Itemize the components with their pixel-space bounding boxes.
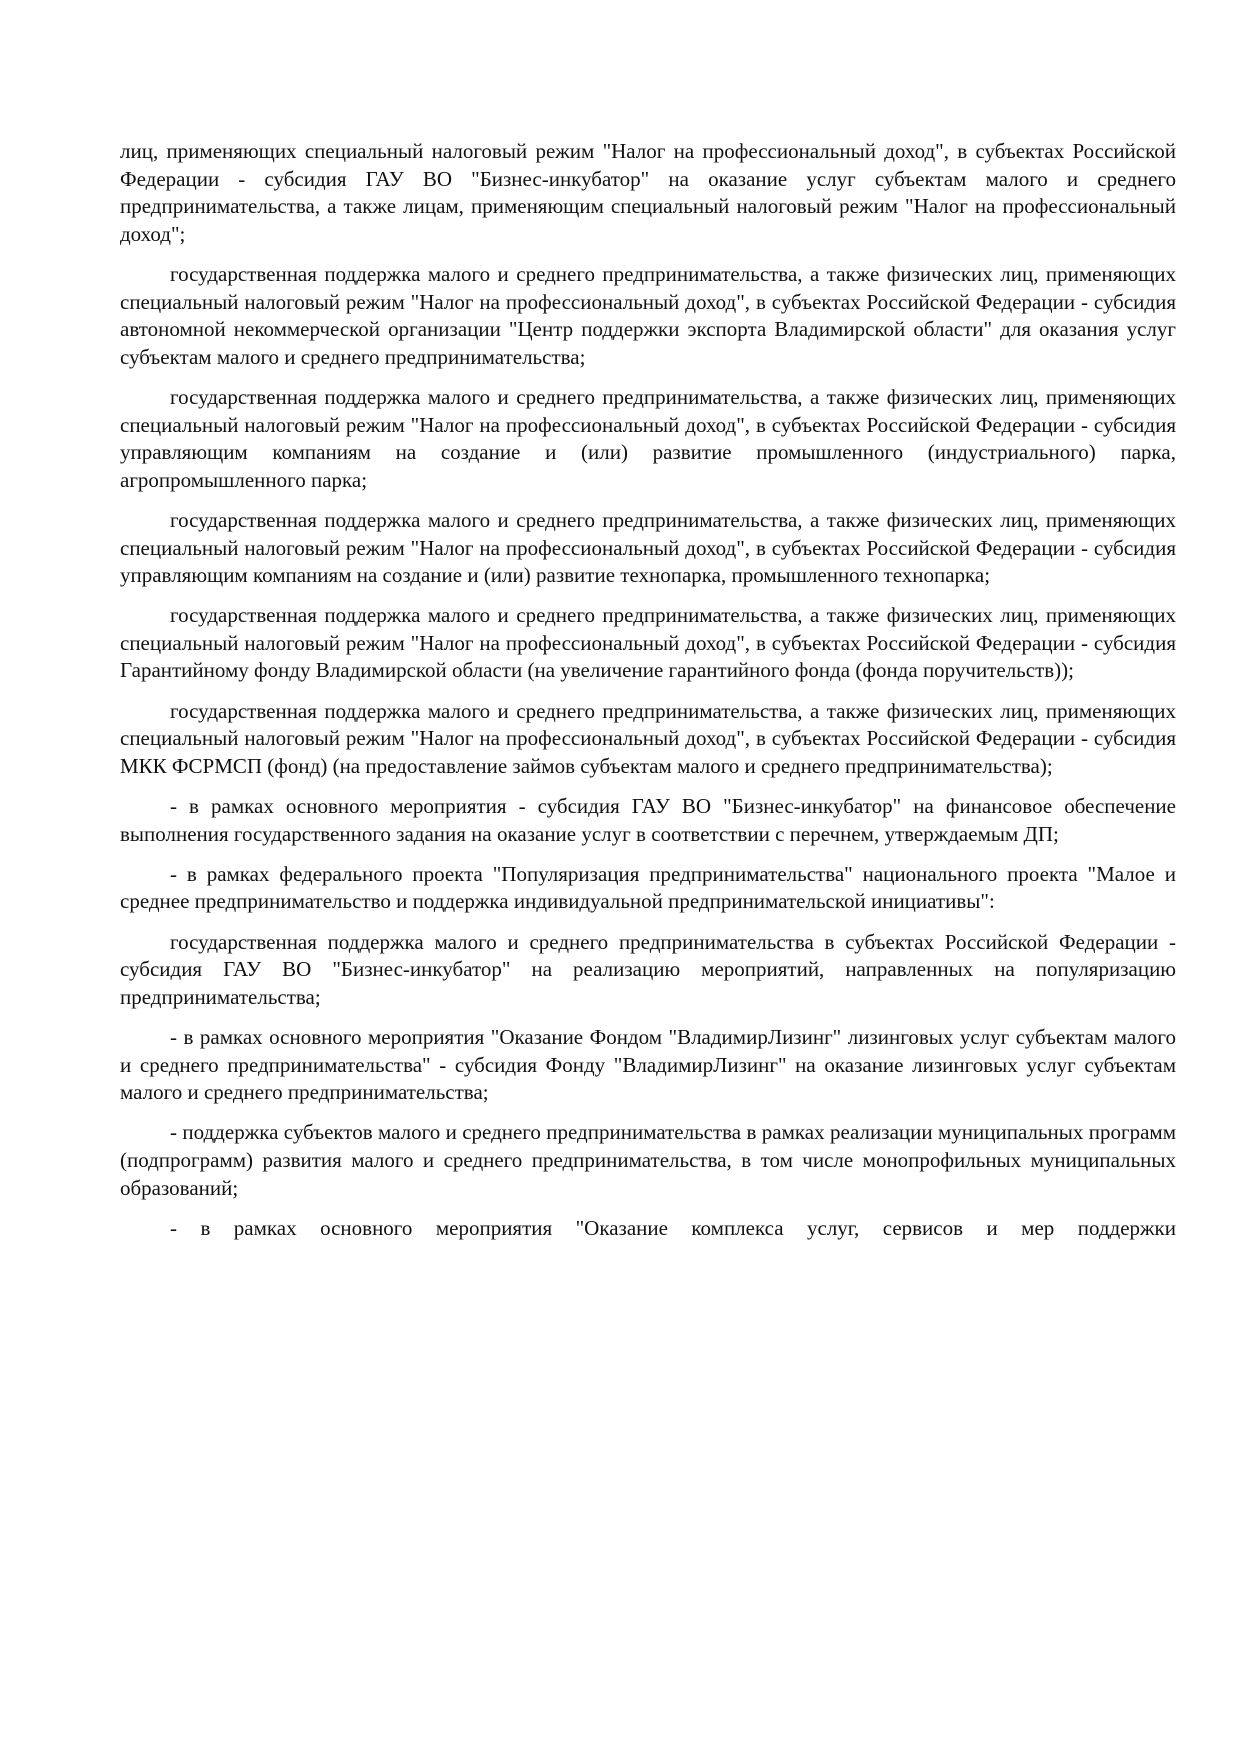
document-page: [120, 138, 1176, 1255]
paragraph: государственная поддержка малого и среднего предпринимательства, а также физических лиц, применяющих специальный налоговый режим "Налог на профессиональный доход", в субъектах Российской Федерации - субсидия управляющим компаниям на создание и (или) развитие технопарка, промышленного технопарка;: [120, 507, 1176, 588]
paragraph: - в рамках основного мероприятия "Оказание Фондом "ВладимирЛизинг" лизинговых услуг субъектам малого и среднего предпринимательства" - субсидия Фонду "ВладимирЛизинг" на оказание лизинговых услуг субъектам малого и среднего предпринимательства;: [120, 1024, 1176, 1105]
paragraph: государственная поддержка малого и среднего предпринимательства, а также физических лиц, применяющих специальный налоговый режим "Налог на профессиональный доход", в субъектах Российской Федерации - субсидия МКК ФСРМСП (фонд) (на предоставление займов субъектам малого и среднего предпринимательства);: [120, 698, 1176, 778]
paragraph: государственная поддержка малого и среднего предпринимательства, а также физических лиц, применяющих специальный налоговый режим "Налог на профессиональный доход", в субъектах Российской Федерации - субсидия Гарантийному фонду Владимирской области (на увеличение гарантийного фонда (фонда поручительств));: [120, 603, 1176, 683]
paragraph: государственная поддержка малого и среднего предпринимательства, а также физических лиц, применяющих специальный налоговый режим "Налог на профессиональный доход", в субъектах Российской Федерации - субсидия управляющим компаниям на создание и (или) развитие промышленного (индустриального) парка, агропромышленного парка;: [120, 384, 1176, 492]
paragraph: - в рамках федерального проекта "Популяризация предпринимательства" национального проекта "Малое и среднее предпринимательство и поддержка индивидуальной предпринимательской инициативы":: [120, 861, 1176, 914]
paragraph: - в рамках основного мероприятия "Оказание комплекса услуг, сервисов и мер поддержки: [170, 1215, 1176, 1240]
paragraph: - поддержка субъектов малого и среднего предпринимательства в рамках реализации муниципальных программ (подпрограмм) развития малого и среднего предпринимательства, в том числе монопрофильных муниципальных образований;: [120, 1120, 1176, 1200]
paragraph: лиц, применяющих специальный налоговый режим "Налог на профессиональный доход", в субъектах Российской Федерации - субсидия ГАУ ВО "Бизнес-инкубатор" на оказание услуг субъектам малого и среднего предпринимательства, а также лицам, применяющим специальный налоговый режим "Налог на профессиональный доход";: [120, 139, 1176, 246]
paragraph: государственная поддержка малого и среднего предпринимательства в субъектах Российской Федерации - субсидия ГАУ ВО "Бизнес-инкубатор" на реализацию мероприятий, направленных на популяризацию предпринимательства;: [120, 929, 1176, 1009]
paragraph: - в рамках основного мероприятия - субсидия ГАУ ВО "Бизнес-инкубатор" на финансовое обеспечение выполнения государственного задания на оказание услуг в соответствии с перечнем, утверждаемым ДП;: [120, 794, 1176, 846]
paragraph: государственная поддержка малого и среднего предпринимательства, а также физических лиц, применяющих специальный налоговый режим "Налог на профессиональный доход", в субъектах Российской Федерации - субсидия автономной некоммерческой организации "Центр поддержки экспорта Владимирской области" для оказания услуг субъектам малого и среднего предпринимательства;: [120, 261, 1176, 369]
